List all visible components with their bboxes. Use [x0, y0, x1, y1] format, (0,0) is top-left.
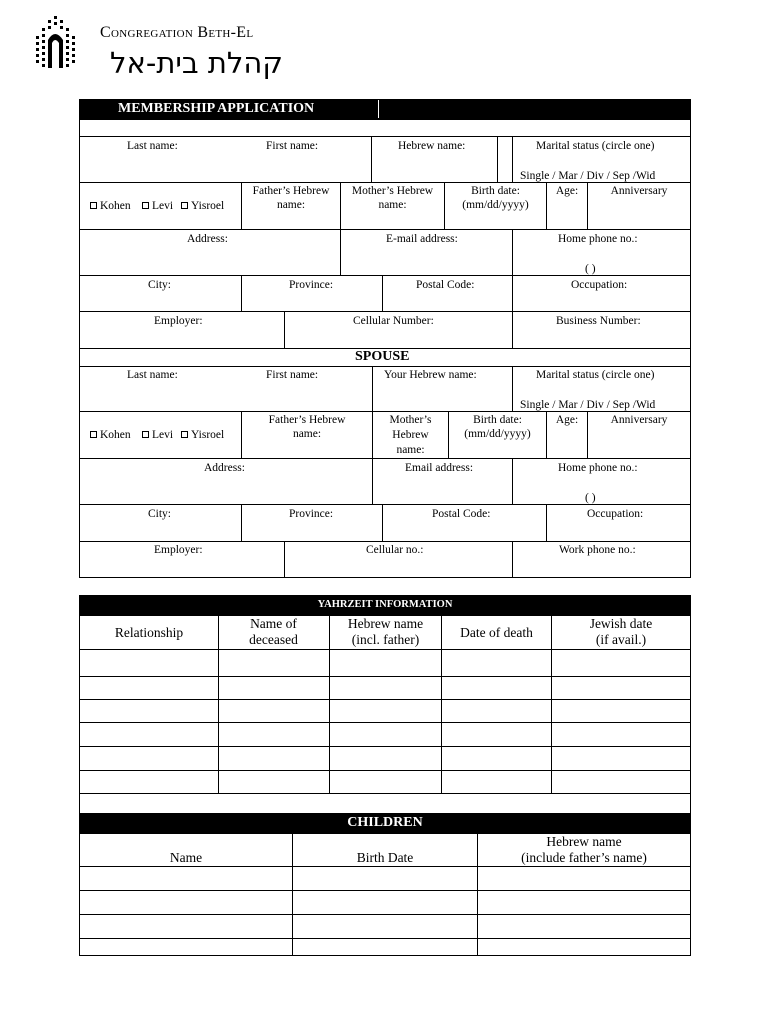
spouse-city-label: City: — [148, 508, 172, 520]
children-header-hebrew: Hebrew name (include father’s name) — [521, 834, 647, 865]
member-email-label: E-mail address: — [386, 233, 458, 245]
yahrzeit-row[interactable] — [80, 747, 690, 770]
member-postal-code-label: Postal Code: — [416, 279, 475, 291]
spouse-kohen-checkbox[interactable] — [90, 431, 97, 438]
children-header-name: Name — [169, 850, 203, 865]
children-row[interactable] — [80, 915, 690, 938]
spouse-phone-parens: ( ) — [585, 492, 596, 504]
spouse-levi-checkbox[interactable] — [142, 431, 149, 438]
spouse-last-name-label: Last name: — [127, 369, 178, 381]
spouse-cellular-label: Cellular no.: — [366, 544, 424, 556]
member-last-name-label: Last name: — [127, 140, 178, 152]
member-cellular-label: Cellular Number: — [353, 315, 434, 327]
member-city-label: City: — [148, 279, 172, 291]
children-row[interactable] — [80, 867, 690, 890]
yahrzeit-row[interactable] — [80, 700, 690, 722]
member-yisroel-checkbox[interactable] — [181, 202, 188, 209]
yahrzeit-title: YAHRZEIT INFORMATION — [317, 599, 453, 610]
spouse-name-cell[interactable] — [79, 366, 373, 412]
spouse-title: SPOUSE — [355, 349, 410, 364]
spouse-marital-label: Marital status (circle one) — [536, 369, 655, 381]
spouse-yisroel-checkbox[interactable] — [181, 431, 188, 438]
spouse-postal-code-label: Postal Code: — [432, 508, 491, 520]
yahrzeit-row[interactable] — [80, 650, 690, 676]
spouse-birth-date-label: Birth date: (mm/dd/yyyy) — [464, 414, 531, 440]
member-occupation-label: Occupation: — [571, 279, 628, 291]
member-address-label: Address: — [187, 233, 228, 245]
member-first-name-label: First name: — [266, 140, 319, 152]
member-birth-date-label: Birth date: (mm/dd/yyyy) — [462, 185, 529, 211]
member-mother-hebrew-label: Mother’s Hebrew name: — [351, 185, 434, 211]
spouse-address-label: Address: — [204, 462, 245, 474]
children-title: CHILDREN — [347, 815, 423, 830]
member-kohen-checkbox[interactable] — [90, 202, 97, 209]
member-employer-label: Employer: — [154, 315, 203, 327]
yahrzeit-row[interactable] — [80, 677, 690, 699]
member-yisroel-label: Yisroel — [191, 200, 225, 212]
yahrzeit-row[interactable] — [80, 771, 690, 793]
organization-hebrew-name: קהלת בית-אל — [110, 46, 283, 80]
member-hebrew-name-label: Hebrew name: — [398, 140, 466, 152]
spouse-father-hebrew-label: Father’s Hebrew name: — [268, 414, 346, 440]
yahrzeit-header-name: Name of deceased — [249, 616, 298, 647]
spouse-email-label: Email address: — [405, 462, 474, 474]
spouse-levi-label: Levi — [152, 429, 174, 441]
yahrzeit-header-jewish-date: Jewish date (if avail.) — [589, 616, 653, 647]
spouse-province-label: Province: — [289, 508, 334, 520]
synagogue-logo-icon — [36, 16, 76, 70]
yahrzeit-row[interactable] — [80, 723, 690, 746]
spouse-yisroel-label: Yisroel — [191, 429, 225, 441]
spouse-employer-label: Employer: — [154, 544, 203, 556]
children-header-birth-date: Birth Date — [356, 850, 414, 865]
organization-name: Congregation Beth-El — [100, 24, 254, 41]
member-marital-label: Marital status (circle one) — [536, 140, 655, 152]
spouse-anniversary-label: Anniversary — [610, 414, 668, 426]
member-kohen-label: Kohen — [100, 200, 131, 212]
spouse-work-phone-label: Work phone no.: — [559, 544, 636, 556]
spouse-hebrew-name-label: Your Hebrew name: — [384, 369, 477, 381]
member-age-label: Age: — [555, 185, 579, 197]
yahrzeit-header-relationship: Relationship — [114, 625, 184, 640]
member-levi-label: Levi — [152, 200, 174, 212]
member-anniversary-label: Anniversary — [610, 185, 668, 197]
member-marital-options[interactable]: Single / Mar / Div / Sep /Wid — [520, 170, 656, 182]
member-levi-checkbox[interactable] — [142, 202, 149, 209]
membership-title: MEMBERSHIP APPLICATION — [118, 101, 315, 116]
children-row[interactable] — [80, 891, 690, 914]
spouse-age-label: Age: — [555, 414, 579, 426]
children-row[interactable] — [80, 939, 690, 955]
member-father-hebrew-label: Father’s Hebrew name: — [252, 185, 330, 211]
member-province-label: Province: — [289, 279, 334, 291]
spouse-first-name-label: First name: — [266, 369, 319, 381]
spouse-kohen-label: Kohen — [100, 429, 131, 441]
member-name-cell[interactable] — [79, 136, 372, 183]
spouse-mother-hebrew-label: Mother’s Hebrew name: — [389, 414, 432, 456]
spouse-marital-options[interactable]: Single / Mar / Div / Sep /Wid — [520, 399, 656, 411]
spouse-occupation-label: Occupation: — [587, 508, 644, 520]
yahrzeit-header-date: Date of death — [460, 625, 533, 640]
yahrzeit-header-hebrew: Hebrew name (incl. father) — [347, 616, 424, 647]
member-business-label: Business Number: — [556, 315, 641, 327]
member-home-phone-label: Home phone no.: — [558, 233, 638, 245]
spouse-home-phone-label: Home phone no.: — [558, 462, 638, 474]
member-phone-parens: ( ) — [585, 263, 596, 275]
